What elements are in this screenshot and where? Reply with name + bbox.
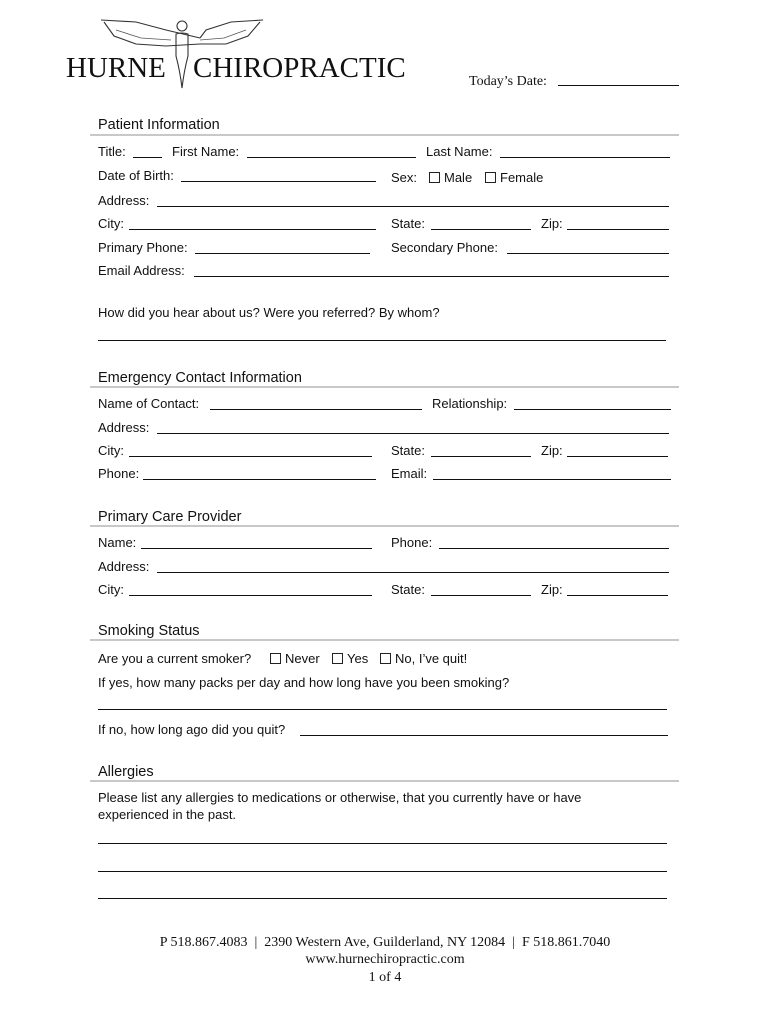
state-label: State:	[391, 216, 425, 231]
zip-label: Zip:	[541, 216, 563, 231]
secondary-phone-input[interactable]	[507, 253, 669, 254]
pcp-phone-input[interactable]	[439, 548, 669, 549]
pcp-name-input[interactable]	[141, 548, 372, 549]
section-divider	[90, 525, 679, 527]
title-input[interactable]	[133, 157, 162, 158]
quit-duration-input[interactable]	[300, 735, 668, 736]
section-title-pcp: Primary Care Provider	[98, 509, 242, 525]
pcp-zip-label: Zip:	[541, 582, 563, 597]
section-title-smoking: Smoking Status	[98, 623, 200, 639]
pcp-city-input[interactable]	[129, 595, 372, 596]
allergies-prompt-line1: Please list any allergies to medications or otherwise, that you currently have or have	[98, 790, 582, 805]
emergency-email-label: Email:	[391, 466, 428, 481]
quit-label: No, I’ve quit!	[395, 651, 468, 666]
dob-input[interactable]	[181, 181, 376, 182]
section-divider	[90, 639, 679, 641]
pcp-address-input[interactable]	[157, 572, 669, 573]
quit-question: If no, how long ago did you quit?	[98, 722, 286, 737]
male-checkbox[interactable]	[429, 172, 440, 183]
never-checkbox[interactable]	[270, 653, 281, 664]
title-label: Title:	[98, 144, 126, 159]
never-label: Never	[285, 651, 320, 666]
city-label: City:	[98, 216, 124, 231]
relationship-label: Relationship:	[432, 396, 508, 411]
address-input[interactable]	[157, 206, 669, 207]
pcp-phone-label: Phone:	[391, 535, 433, 550]
yes-label: Yes	[347, 651, 369, 666]
pcp-city-label: City:	[98, 582, 124, 597]
relationship-input[interactable]	[514, 409, 671, 410]
state-input[interactable]	[431, 229, 531, 230]
pcp-state-input[interactable]	[431, 595, 531, 596]
city-input[interactable]	[129, 229, 376, 230]
female-label: Female	[500, 170, 544, 185]
sex-label: Sex:	[391, 170, 418, 185]
email-label: Email Address:	[98, 263, 185, 278]
quit-checkbox[interactable]	[380, 653, 391, 664]
male-option[interactable]	[429, 170, 472, 186]
section-divider	[90, 134, 679, 136]
todays-date-label: Today’s Date:	[469, 74, 547, 89]
email-input[interactable]	[194, 276, 669, 277]
secondary-phone-label: Secondary Phone:	[391, 240, 498, 255]
emergency-state-input[interactable]	[431, 456, 531, 457]
emergency-state-label: State:	[391, 443, 425, 458]
packs-question: If yes, how many packs per day and how long have you been smoking?	[98, 675, 510, 690]
footer-website: www.hurnechiropractic.com	[305, 952, 465, 967]
zip-input[interactable]	[567, 229, 669, 230]
smoker-question: Are you a current smoker?	[98, 651, 252, 666]
male-label: Male	[444, 170, 473, 185]
logo	[66, 16, 416, 92]
allergies-input-line-1[interactable]	[98, 843, 667, 844]
brand-name-left: HURNE	[66, 52, 166, 84]
footer-page-number: 1 of 4	[368, 970, 402, 985]
section-title-patient: Patient Information	[98, 117, 220, 133]
female-option[interactable]	[485, 170, 543, 186]
address-label: Address:	[98, 193, 150, 208]
primary-phone-input[interactable]	[195, 253, 370, 254]
contact-name-input[interactable]	[210, 409, 422, 410]
never-option[interactable]	[270, 651, 320, 667]
first-name-input[interactable]	[247, 157, 416, 158]
pcp-name-label: Name:	[98, 535, 137, 550]
allergies-input-line-3[interactable]	[98, 898, 667, 899]
dob-label: Date of Birth:	[98, 168, 174, 183]
brand-name-right: CHIROPRACTIC	[193, 52, 406, 84]
referral-input[interactable]	[98, 340, 666, 341]
todays-date-field	[469, 72, 547, 90]
todays-date-input[interactable]	[558, 85, 679, 86]
yes-option[interactable]	[332, 651, 368, 667]
female-checkbox[interactable]	[485, 172, 496, 183]
first-name-label: First Name:	[172, 144, 240, 159]
emergency-phone-label: Phone:	[98, 466, 140, 481]
emergency-zip-input[interactable]	[567, 456, 668, 457]
contact-name-label: Name of Contact:	[98, 396, 200, 411]
pcp-address-label: Address:	[98, 559, 150, 574]
emergency-address-input[interactable]	[157, 433, 669, 434]
emergency-address-label: Address:	[98, 420, 150, 435]
section-title-allergies: Allergies	[98, 764, 154, 780]
emergency-zip-label: Zip:	[541, 443, 563, 458]
last-name-input[interactable]	[500, 157, 670, 158]
emergency-email-input[interactable]	[433, 479, 671, 480]
emergency-city-input[interactable]	[129, 456, 372, 457]
emergency-phone-input[interactable]	[143, 479, 376, 480]
allergies-prompt-line2: experienced in the past.	[98, 807, 237, 822]
footer-contact-line: P 518.867.4083 | 2390 Western Ave, Guilderland, NY 12084 | F 518.861.7040	[159, 935, 611, 950]
pcp-zip-input[interactable]	[567, 595, 668, 596]
section-divider	[90, 780, 679, 782]
primary-phone-label: Primary Phone:	[98, 240, 188, 255]
referral-question: How did you hear about us? Were you referred? By whom?	[98, 305, 440, 320]
quit-option[interactable]	[380, 651, 467, 667]
yes-checkbox[interactable]	[332, 653, 343, 664]
section-divider	[90, 386, 679, 388]
section-title-emergency: Emergency Contact Information	[98, 370, 302, 386]
packs-input[interactable]	[98, 709, 667, 710]
pcp-state-label: State:	[391, 582, 425, 597]
emergency-city-label: City:	[98, 443, 124, 458]
allergies-input-line-2[interactable]	[98, 871, 667, 872]
last-name-label: Last Name:	[426, 144, 493, 159]
